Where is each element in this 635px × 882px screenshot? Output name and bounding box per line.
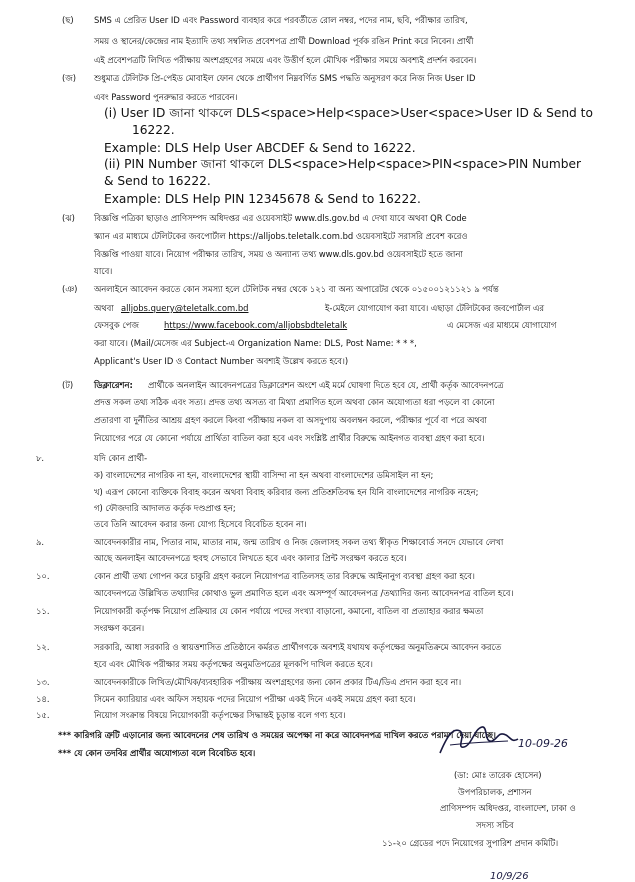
item15-line1: নিয়োগ সংক্রান্ত বিষয়ে নিয়োগকারী কর্তৃপক্ষের সিদ্ধান্তই চূড়ান্ত বলে গণ্য হবে। [94,710,346,720]
item14-number: ১৪. [36,694,50,704]
signatory-title1: উপপরিচালক, প্রশাসন [458,787,532,797]
item13-line1: আবেদনকারীকে লিখিত/মৌখিক/ব্যবহারিক পরীক্ষায় অংশগ্রহণের জন্য কোন প্রকার টিএ/ডিএ প্রদান করা হবে না। [94,677,462,687]
item10-line1: কোন প্রার্থী তথ্য গোপন করে চাকুরি গ্রহণ করলে নিয়োগপত্র বাতিলসহ তার বিরুদ্ধে আইনানুগ ব্যবস্থা গ্রহণ করা হবে। [94,571,475,581]
item9-line1: আবেদনকারীর নাম, পিতার নাম, মাতার নাম, জন্ম তারিখ ও নিজ জেলাসহ সকল তথ্য স্বীকৃত শিক্ষাবোর্ড সনদে যেভাবে লেখা [94,537,504,547]
para-jha-marker: (ঝ) [62,213,75,223]
para-cha-line2: সময় ও স্থানের/কেন্দ্রের নাম ইত্যাদি তথ্য সম্বলিত প্রবেশপত্র প্রার্থী Download পূর্বক রঙিন Print করে নিবেন। প্রার্থী [94,36,474,46]
item8-tail: তবে তিনি আবেদন করার জন্য যোগ্য হিসেবে বিবেচিত হবেন না। [94,519,307,529]
para-ja-example1: Example: DLS Help User ABCDEF & Send to 16222. [104,141,416,155]
initials-stamp [488,868,558,882]
item10-number: ১০. [36,571,50,581]
para-ja-item2: (ii) PIN Number জানা থাকলে DLS<space>Help<space>PIN<space>PIN Number [104,157,582,171]
para-cha-line3: এই প্রবেশপত্রটি লিখিত পরীক্ষায় অংশগ্রহণের সময়ে এবং উত্তীর্ণ হলে মৌখিক পরীক্ষার সময়ে অবশ্যই প্রদর্শন করবেন। [94,55,477,65]
item11-line1: নিয়োগকারী কর্তৃপক্ষ নিয়োগ প্রক্রিয়ার যে কোন পর্যায়ে পদের সংখ্যা বাড়ানো, কমানো, বাতিল বা প্রত্যাহার করার ক্ষমতা [94,606,484,616]
para-cha-marker: (ছ) [62,15,74,25]
item11-line2: সংরক্ষণ করেন। [94,623,145,633]
item11-number: ১১. [36,606,50,616]
para-ja-item2-cont: & Send to 16222. [104,174,211,188]
para-ta-line4: নিয়োগের পরে যে কোনো পর্যায়ে প্রার্থিতা বাতিল করা হবে এবং সংশ্লিষ্ট প্রার্থীর বিরুদ্ধে আইনগত ব্যবস্থা গ্রহণ করা হবে। [94,433,485,443]
para-ja-example2: Example: DLS Help PIN 12345678 & Send to 16222. [104,192,421,206]
item12-line1: সরকারি, আধা সরকারি ও স্বায়ত্তশাসিত প্রতিষ্ঠানে কর্মরত প্রার্থীগণকে অবশ্যই যথাযথ কর্তৃপক্ষের অনুমতিক্রমে আবেদন করতে [94,642,502,652]
item8-a: ক) বাংলাদেশের নাগরিক না হন, বাংলাদেশের স্থায়ী বাসিন্দা না হন অথবা বাংলাদেশের ডমিসাইল না হন; [94,470,434,480]
item8-b: খ) এরূপ কোনো ব্যক্তিকে বিবাহ করেন অথবা বিবাহ করিবার জন্য প্রতিশ্রুতিবদ্ধ হন যিনি বাংলাদেশের নাগরিক নহেন; [94,487,479,497]
para-ja-item1-cont: 16222. [132,123,175,137]
item9-line2: আছে অনলাইন আবেদনপত্রে হুবহু সেভাবে লিখতে হবে এবং কালার প্রিন্ট সংরক্ষণ করতে হবে। [94,553,407,563]
svg-text:10/9/26: 10/9/26 [490,871,529,882]
item8-number: ৮. [36,453,45,463]
para-nya-line2-post: ই-মেইলে যোগাযোগ করা যাবে। এছাড়া টেলিটকের জবপোর্টাল এর [325,303,544,313]
para-nya-line1: অনলাইনে আবেদন করতে কোন সমস্যা হলে টেলিটক নম্বর থেকে ১২১ বা অন্য অপারেটর থেকে ০১৫০০১২১১২১ ৯ পর্যন্ত [94,284,499,294]
signatory-name: (ডা: মোঃ তারেক হোসেন) [454,770,542,780]
support-email-link[interactable]: alljobs.query@teletalk.com.bd [121,303,249,313]
para-ta-line1: প্রার্থীকে অনলাইন আবেদনপত্রের ডিক্লারেশন অংশে এই মর্মে ঘোষণা দিতে হবে যে, প্রার্থী কর্তৃক আবেদনপত্রে [148,380,504,390]
signature-date: 10-09-26 [518,737,568,750]
item13-number: ১৩. [36,677,50,687]
signatory-title4: ১১-২০ গ্রেডের পদে নিয়োগের সুপারিশ প্রদান কমিটি। [382,838,559,848]
para-nya-line3-post: এ মেসেজ এর মাধ্যমে যোগাযোগ [447,320,557,330]
item8-head: যদি কোন প্রার্থী- [94,453,148,463]
facebook-page-link[interactable]: https://www.facebook.com/alljobsbdteletalk [164,320,348,330]
note-lobbying-disqualify: *** যে কোন তদবির প্রার্থীর অযোগ্যতা বলে বিবেচিত হবে। [58,748,256,758]
declaration-label: ডিক্লারেশন: [94,380,133,390]
para-nya-line3-pre: ফেসবুক পেজ [94,320,139,330]
signature-image [436,717,581,763]
para-nya-line2-pre: অথবা [94,303,114,313]
item12-number: ১২. [36,642,50,652]
para-cha-line1: SMS এ প্রেরিত User ID এবং Password ব্যবহার করে পরবর্তীতে রোল নম্বর, পদের নাম, ছবি, পরীক্ষার তারিখ, [94,15,468,25]
para-ta-line3: প্রতারণা বা দুর্নীতির আশ্রয় গ্রহণ করলে কিংবা পরীক্ষায় নকল বা অসদুপায় অবলম্বন করলে, পরীক্ষার পূর্বে বা পরে অথবা [94,415,487,425]
para-jha-line4: যাবে। [94,266,113,276]
para-ja-item1: (i) User ID জানা থাকলে DLS<space>Help<space>User<space>User ID & Send to [104,106,593,120]
item12-line2: হবে এবং মৌখিক পরীক্ষার সময় কর্তৃপক্ষের অনুমতিপত্রের মূলকপি দাখিল করতে হবে। [94,659,373,669]
para-jha-line1: বিজ্ঞপ্তি পত্রিকা ছাড়াও প্রাণিসম্পদ অধিদপ্তর এর ওয়েবসাইট www.dls.gov.bd এ দেখা যাবে অথবা QR Code [94,213,467,223]
signatory-title2: প্রাণিসম্পদ অধিদপ্তর, বাংলাদেশ, ঢাকা ও [440,803,576,813]
signatory-title3: সদস্য সচিব [476,820,514,830]
para-ta-line2: প্রদত্ত সকল তথ্য সঠিক এবং সত্য। প্রদত্ত তথ্য অসত্য বা মিথ্যা প্রমাণিত হলে অথবা কোন অযোগ্যতা ধরা পড়লে বা কোনো [94,397,495,407]
para-ta-marker: (ট) [62,380,74,390]
para-nya-line5: Applicant's User ID ও Contact Number অবশ্যই উল্লেখ করতে হবে।) [94,356,349,366]
item8-c: গ) ফৌজদারি আদালত কর্তৃক দণ্ডপ্রাপ্ত হন; [94,503,236,513]
item9-number: ৯. [36,537,45,547]
item14-line1: সিমেন ক্যারিয়ার এবং অফিস সহায়ক পদের নিয়োগ পরীক্ষা একই দিনে একই সময়ে গ্রহণ করা হবে। [94,694,416,704]
para-ja-line2: এবং Password পুনরুদ্ধার করতে পারবেন। [94,92,238,102]
note-deadline-advice: *** কারিগরি ত্রুটি এড়ানোর জন্য আবেদনের শেষ তারিখ ও সময়ের অপেক্ষা না করে আবেদনপত্র দাখিল করতে পরামর্শ দেয়া যাচ্ছে। [58,730,496,740]
item15-number: ১৫. [36,710,50,720]
item10-line2: আবেদনপত্রে উল্লিখিত তথ্যাদির কোথাও ভুল প্রমাণিত হলে এবং অসম্পূর্ণ আবেদনপত্র /তথ্যাদির জন্য আবেদনপত্র বাতিল হবে। [94,588,514,598]
para-jha-line3: বিজ্ঞপ্তি পাওয়া যাবে। নিয়োগ পরীক্ষার তারিখ, সময় ও অন্যান্য তথ্য www.dls.gov.bd ওয়েবসাইটে হতে জানা [94,249,463,259]
para-ja-line1: শুধুমাত্র টেলিটক প্রি-পেইড মোবাইল ফোন থেকে প্রার্থীগণ নিম্নবর্ণিত SMS পদ্ধতি অনুসরণ করে নিজ নিজ User ID [94,73,476,83]
para-ja-marker: (জ) [62,73,77,83]
para-nya-line4: করা যাবে। (Mail/মেসেজ এর Subject-এ Organization Name: DLS, Post Name: * * *, [94,338,417,348]
para-nya-marker: (ঞ) [62,284,78,294]
para-jha-line2: স্ক্যান এর মাধ্যমে টেলিটকের জবপোর্টাল https://alljobs.teletalk.com.bd ওয়েবসাইটে সরাসরি প্রবেশ করেও [94,231,468,241]
